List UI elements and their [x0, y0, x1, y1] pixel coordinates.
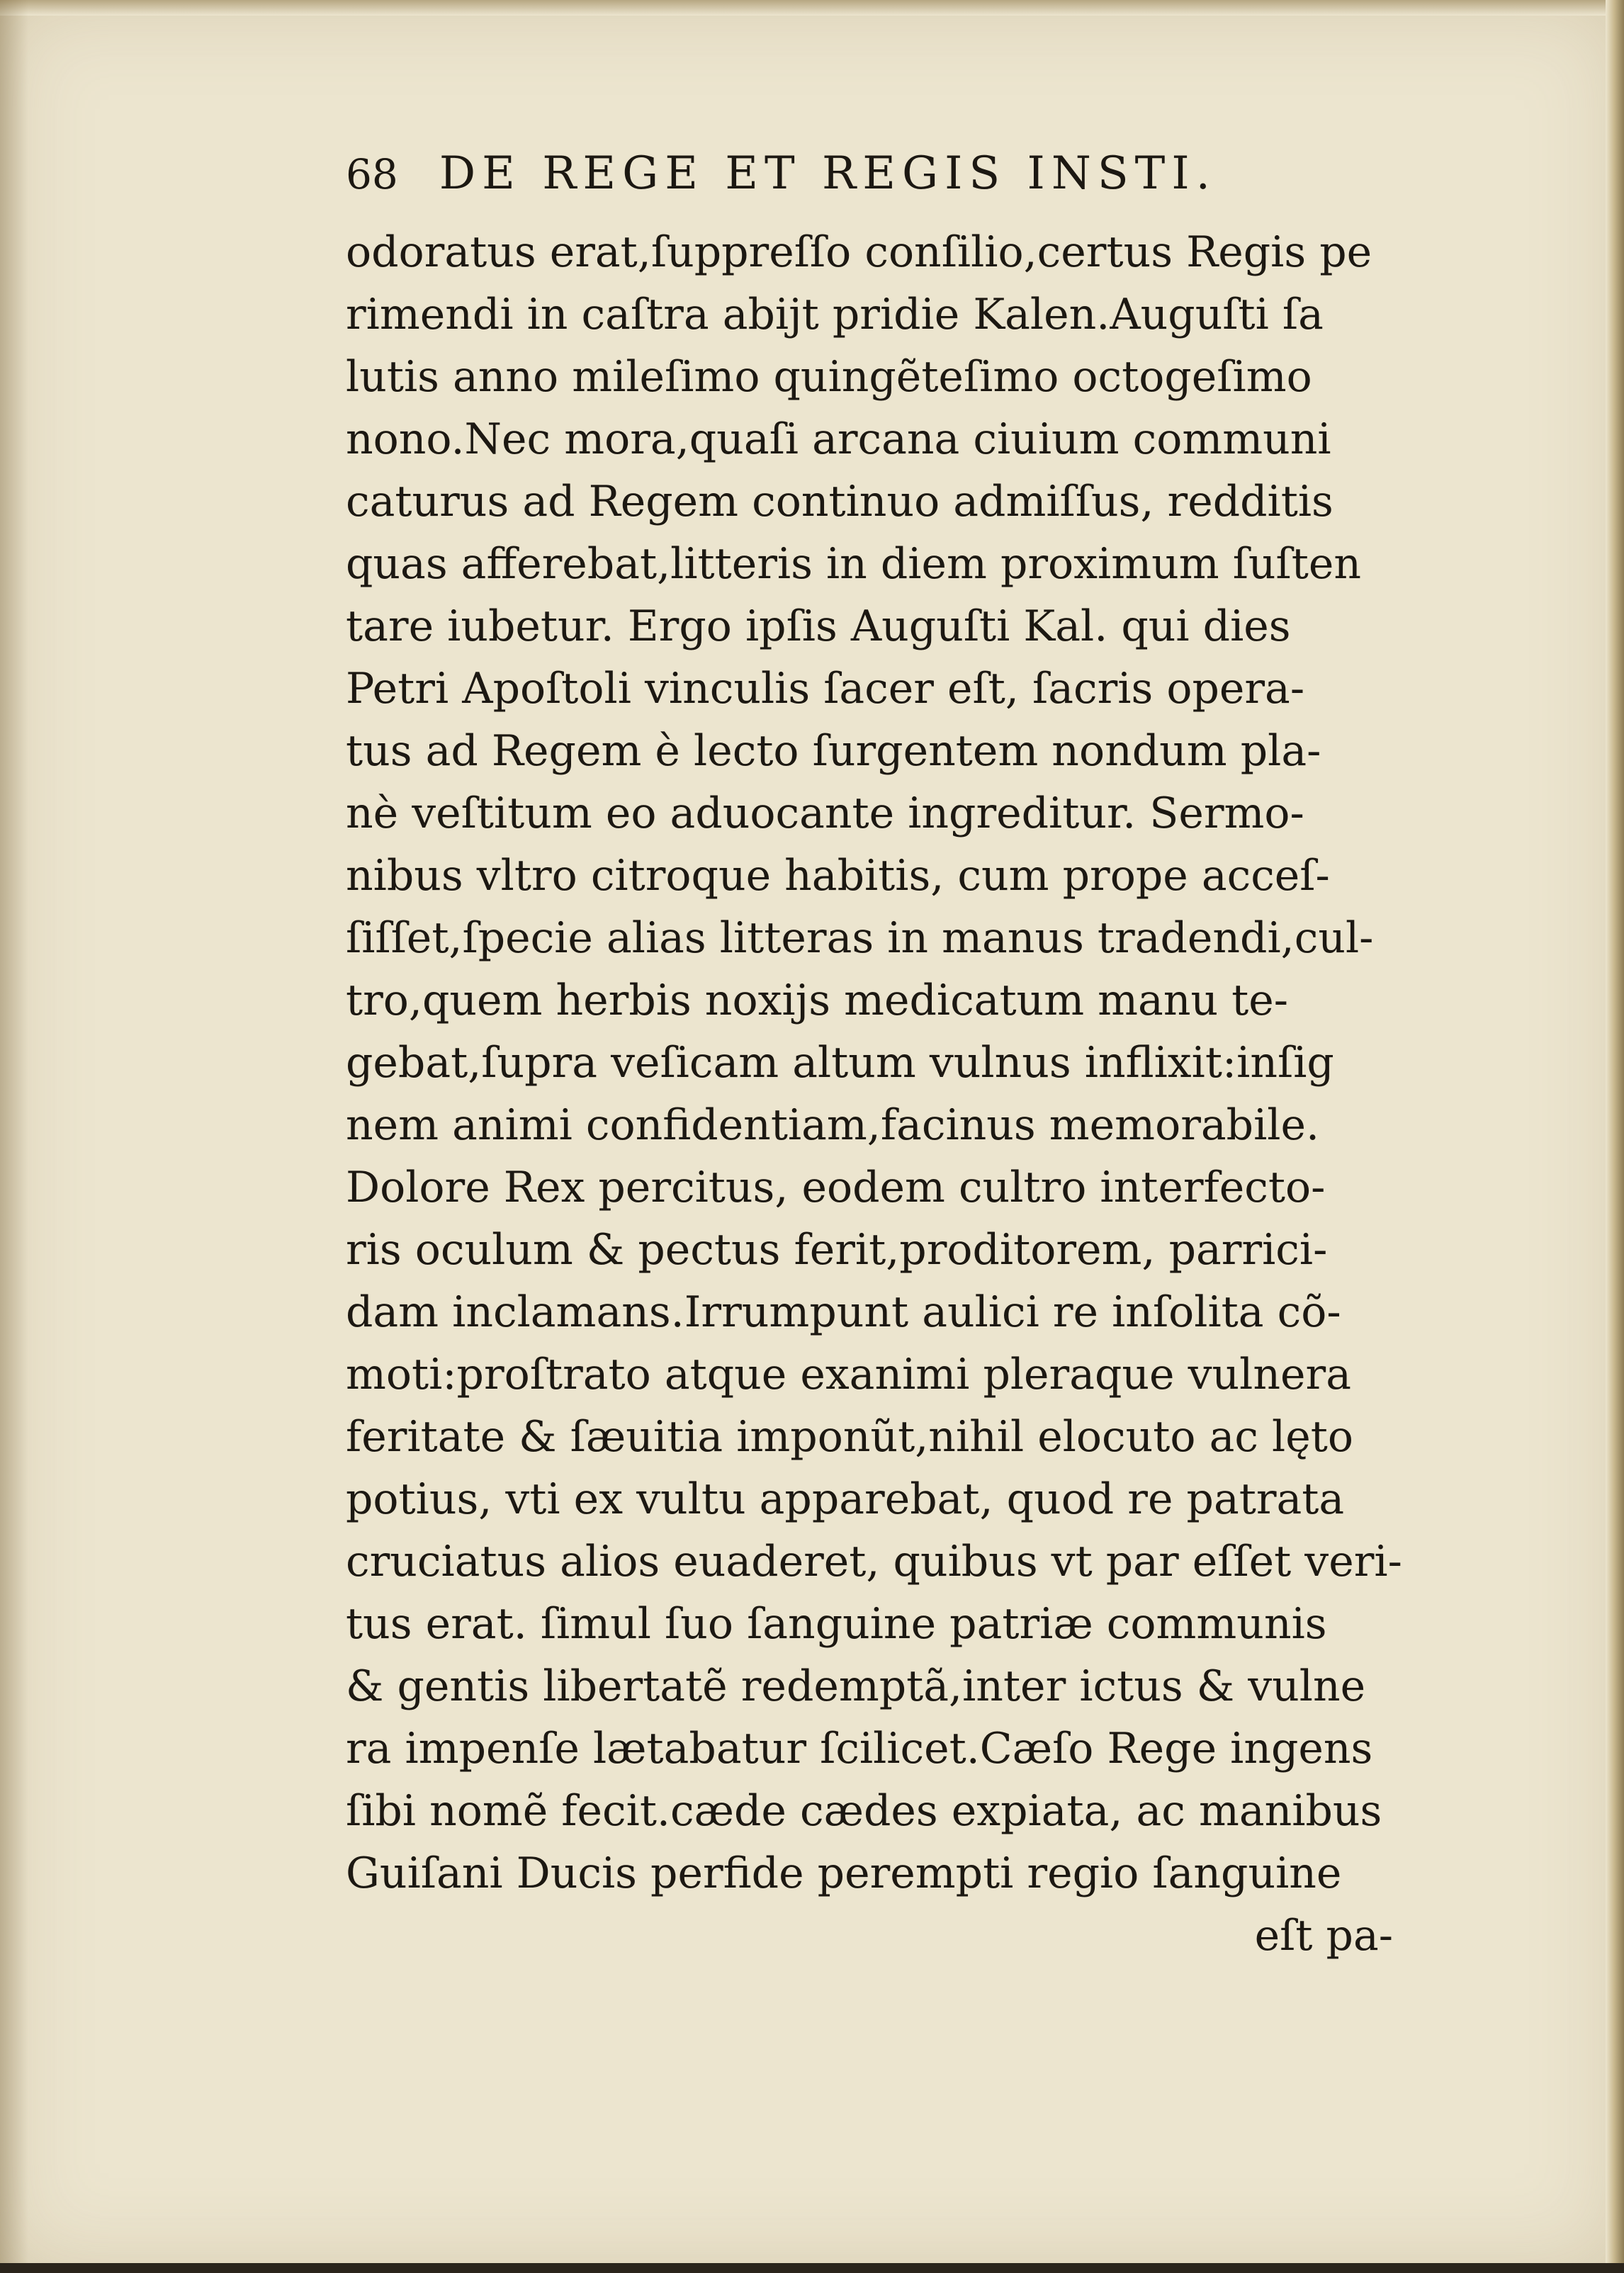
text-line: potius, vti ex vultu apparebat, quod re patrata	[346, 1474, 1345, 1524]
text-line: feritate & ſæuitia imponũt,nihil elocuto ac lęto	[346, 1412, 1353, 1462]
text-line: Dolore Rex percitus, eodem cultro interfecto-	[346, 1163, 1326, 1212]
catchword: eſt pa-	[1254, 1911, 1393, 1961]
text-line: moti:proſtrato atque exanimi pleraque vulnera	[346, 1350, 1351, 1399]
page-gutter-shadow	[0, 0, 28, 2273]
text-line: gebat,ſupra veſicam altum vulnus inflixit:inſig	[346, 1038, 1334, 1088]
text-block	[346, 147, 1416, 1967]
text-line: rimendi in caſtra abijt pridie Kalen.Auguſti ſa	[346, 290, 1324, 339]
text-line: tus ad Regem è lecto ſurgentem nondum pla-	[346, 726, 1321, 776]
text-line: dam inclamans.Irrumpunt aulici re inſolita cõ-	[346, 1287, 1341, 1337]
text-line: cruciatus alios euaderet, quibus vt par eſſet veri-	[346, 1537, 1402, 1586]
text-line: ſiſſet,ſpecie alias litteras in manus tradendi,cul-	[346, 913, 1374, 963]
page-right-edge	[1606, 0, 1624, 2273]
page-top-edge	[0, 0, 1624, 16]
text-line: ris oculum & pectus ferit,proditorem, parrici-	[346, 1225, 1328, 1275]
text-line: quas afferebat,litteris in diem proximum ſuſten	[346, 539, 1362, 589]
running-head	[346, 147, 1416, 221]
page-bottom-edge	[0, 2263, 1624, 2273]
text-line: ra impenſe lætabatur ſcilicet.Cæſo Rege ingens	[346, 1724, 1373, 1773]
text-line: odoratus erat,ſuppreſſo conſilio,certus Regis pe	[346, 227, 1372, 277]
text-line: nem animi confidentiam,facinus memorabile.	[346, 1100, 1320, 1150]
text-line: nè veſtitum eo aduocante ingreditur. Sermo-	[346, 789, 1304, 838]
text-line: tare iubetur. Ergo ipſis Auguſti Kal. qui dies	[346, 602, 1291, 651]
text-line: caturus ad Regem continuo admiſſus, redditis	[346, 477, 1333, 526]
text-line: nono.Nec mora,quaſi arcana ciuium communi	[346, 414, 1331, 464]
text-line: Guiſani Ducis perfide perempti regio ſanguine	[346, 1849, 1342, 1898]
page-number: 68	[346, 150, 398, 198]
text-line: nibus vltro citroque habitis, cum prope acceſ-	[346, 851, 1330, 901]
text-line: & gentis libertatẽ redemptã,inter ictus & vulne	[346, 1662, 1366, 1711]
text-line: ſibi nomẽ fecit.cæde cædes expiata, ac manibus	[346, 1786, 1382, 1836]
running-title: DE REGE ET REGIS INSTI.	[439, 147, 1217, 200]
text-line: tus erat. ſimul ſuo ſanguine patriæ communis	[346, 1599, 1327, 1649]
text-line: Petri Apoſtoli vinculis ſacer eſt, ſacris opera-	[346, 664, 1305, 714]
text-line: tro,quem herbis noxijs medicatum manu te-	[346, 976, 1289, 1025]
text-line: lutis anno mileſimo quingẽteſimo octogeſimo	[346, 352, 1312, 402]
body-text	[346, 221, 1416, 1967]
